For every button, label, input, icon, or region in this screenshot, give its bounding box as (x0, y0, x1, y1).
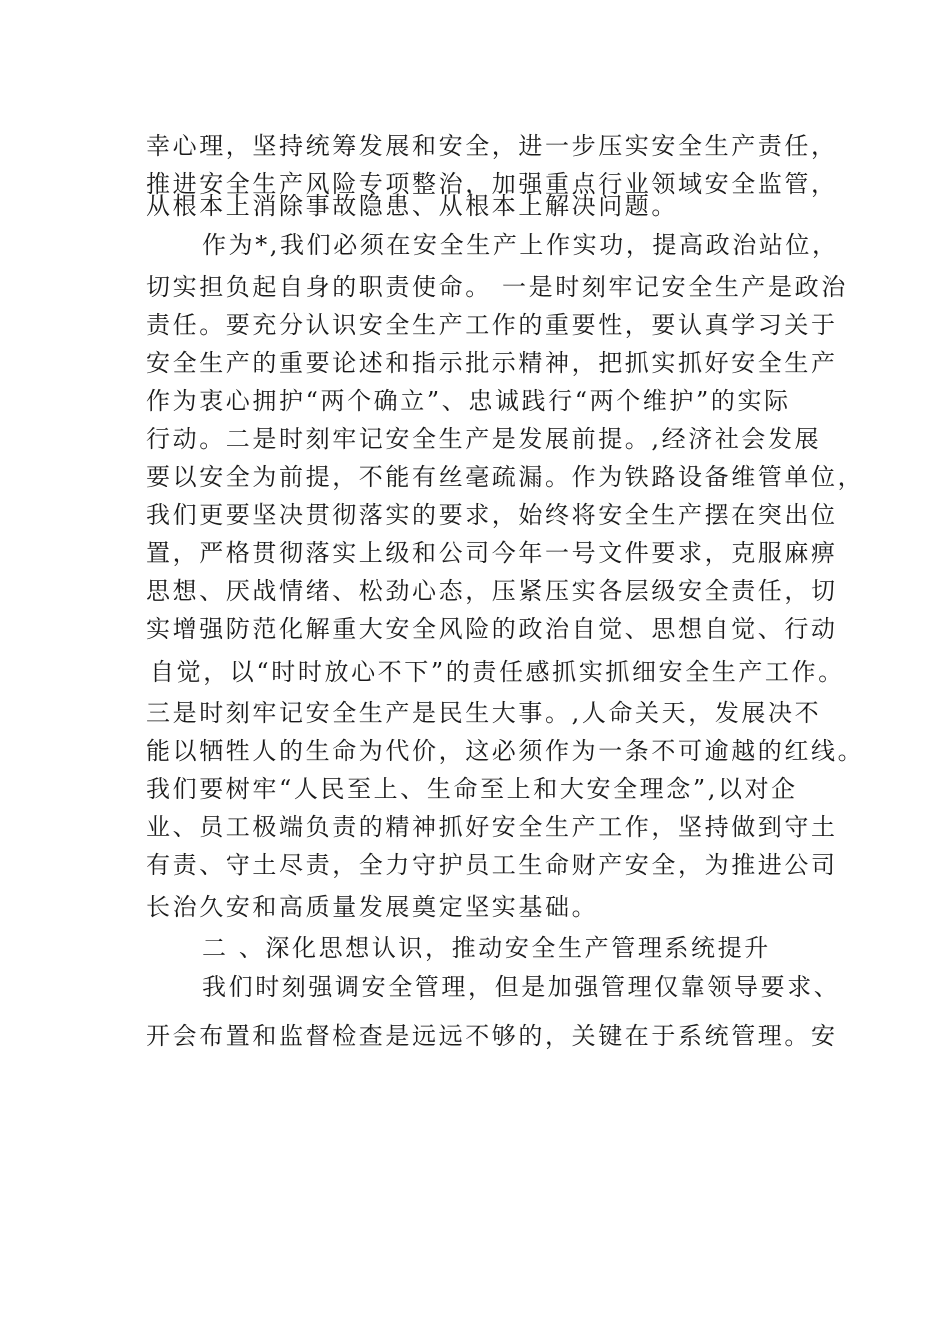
text-line: 置，严格贯彻落实上级和公司今年一号文件要求，克服麻痹 (146, 539, 838, 567)
text-line: 作为衷心拥护“两个确立”、忠诚践行“两个维护”的实际 (146, 387, 791, 415)
text-line: 作为*,我们必须在安全生产上作实功，提高政治站位， (202, 231, 839, 259)
text-line: 责任。要充分认识安全生产工作的重要性，要认真学习关于 (146, 311, 838, 339)
text-line: 推进安全生产风险专项整治，加强重点行业领域安全监管， (146, 170, 838, 198)
text-line: 从根本上消除事故隐患、从根本上解决问题。 (146, 192, 678, 220)
text-line: 我们要树牢“人民至上、生命至上和大安全理念”,以对企 (146, 775, 798, 803)
text-line: 业、员工极端负责的精神抓好安全生产工作，坚持做到守土 (146, 813, 838, 841)
text-line: 幸心理，坚持统筹发展和安全，进一步压实安全生产责任， (146, 132, 838, 160)
text-line: 我们时刻强调安全管理，但是加强管理仅靠领导要求、 (202, 973, 841, 1001)
text-line: 有责、守土尽责，全力守护员工生命财产安全，为推进公司 (146, 851, 838, 879)
text-line: 切实担负起自身的职责使命。 一是时刻牢记安全生产是政治 (146, 273, 848, 301)
text-line: 要以安全为前提，不能有丝毫疏漏。作为铁路设备维管单位， (146, 463, 865, 491)
text-line: 安全生产的重要论述和指示批示精神，把抓实抓好安全生产 (146, 349, 838, 377)
text-line: 能以牺牲人的生命为代价，这必须作为一条不可逾越的红线。 (146, 737, 865, 765)
text-line: 开会布置和监督检查是远远不够的，关键在于系统管理。安 (146, 1022, 838, 1050)
text-line: 思想、厌战情绪、松劲心态，压紧压实各层级安全责任，切 (146, 577, 838, 605)
section-heading: 二 、深化思想认识，推动安全生产管理系统提升 (202, 934, 771, 962)
text-line: 我们更要坚决贯彻落实的要求，始终将安全生产摆在突出位 (146, 501, 838, 529)
text-line: 行动。二是时刻牢记安全生产是发展前提。,经济社会发展 (146, 425, 822, 453)
text-line: 三是时刻牢记安全生产是民生大事。,人命关天，发展决不 (146, 699, 822, 727)
text-line: 实增强防范化解重大安全风险的政治自觉、思想自觉、行动 (146, 615, 838, 643)
text-line: 长治久安和高质量发展奠定坚实基础。 (146, 893, 599, 921)
text-line: 自觉，以“时时放心不下”的责任感抓实抓细安全生产工作。 (150, 658, 845, 686)
